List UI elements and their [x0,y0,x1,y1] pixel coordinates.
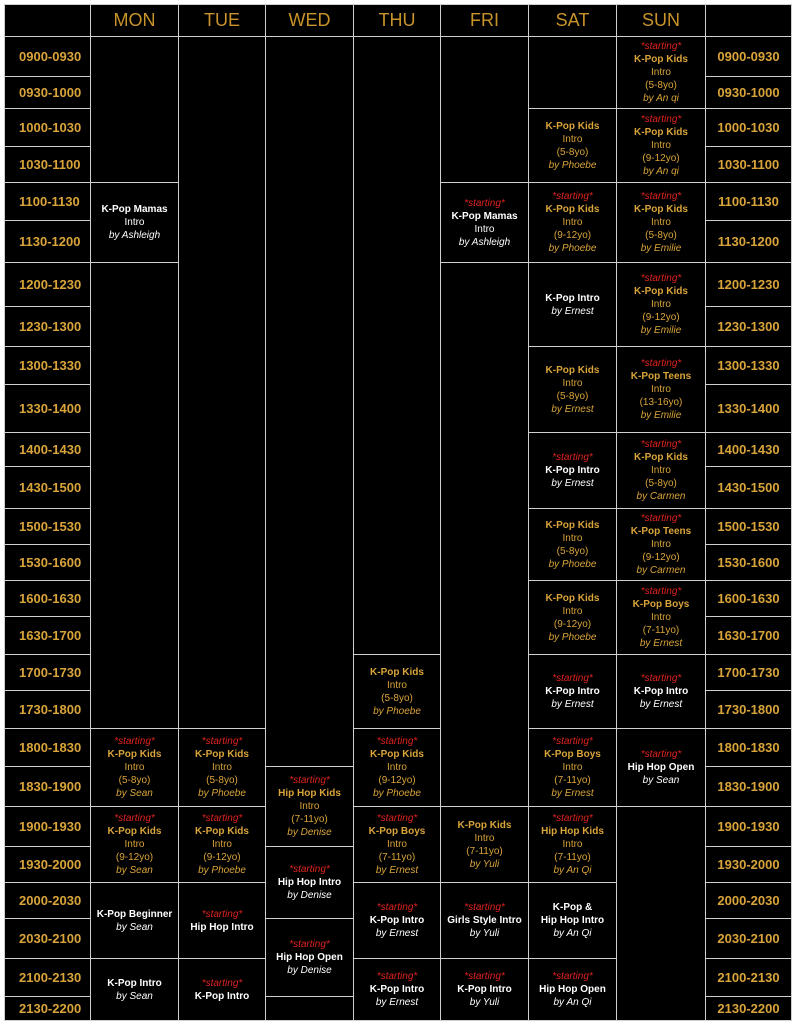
class-level: Intro [124,839,145,850]
class-age: (7-11yo) [466,845,503,857]
class-block[interactable] [440,806,529,883]
class-instructor: by Phoebe [548,243,597,254]
class-title: Hip Hop Kids [278,788,341,799]
time-label-right: 1100-1130 [705,182,792,221]
starting-label: *starting* [201,977,243,989]
time-label-right: 2000-2030 [705,882,792,919]
class-block[interactable] [90,958,179,1021]
class-instructor: by An Qi [553,928,592,939]
class-instructor: by Yuli [469,928,500,939]
class-level: Intro [650,217,671,228]
class-level: Intro [562,377,583,389]
class-age: (5-8yo) [645,478,677,489]
class-block[interactable] [616,432,706,509]
day-header-sat: SAT [528,4,617,37]
class-block[interactable] [178,806,266,883]
starting-label: *starting* [376,971,418,982]
day-header-fri: FRI [440,4,529,37]
class-title: K-Pop Kids [545,120,600,132]
class-instructor: by Ernest [639,638,683,649]
time-label-right: 1230-1300 [705,306,792,347]
class-title: K-Pop Intro [194,990,250,1002]
class-title: K-Pop Teens [630,526,692,537]
class-title: K-Pop Kids [545,364,600,376]
class-title: Hip Hop Open [627,762,695,773]
class-age: (7-11yo) [378,852,416,863]
time-label-left: 1200-1230 [4,262,91,307]
time-label-left: 1900-1930 [4,806,91,847]
class-instructor: by Carmen [636,565,686,576]
time-label-left: 0900-0930 [4,36,91,77]
starting-label: *starting* [289,864,330,875]
starting-label: *starting* [552,191,593,202]
class-block[interactable] [90,728,179,807]
time-label-right: 1930-2000 [705,846,792,883]
class-title: K-Pop Intro [545,292,600,304]
empty-slot [616,806,706,1021]
time-label-left: 1430-1500 [4,466,91,509]
class-instructor: by Denise [287,890,332,901]
class-instructor: by Denise [287,965,332,976]
class-title: K-Pop Kids [634,204,688,215]
class-level: Intro [650,140,671,151]
class-title: K-Pop Intro [107,977,162,989]
time-label-right: 0930-1000 [705,76,792,109]
class-level: Intro [562,762,583,773]
class-block[interactable] [528,508,617,581]
time-label-right: 1800-1830 [705,728,792,767]
time-label-right: 1130-1200 [705,220,792,263]
starting-label: *starting* [376,902,418,913]
class-title: K-Pop Kids [107,826,162,837]
starting-label: *starting* [640,513,682,524]
class-instructor: by Emilie [640,243,682,254]
class-block[interactable] [528,882,617,959]
class-title: K-Pop Boys [544,749,601,760]
class-block[interactable] [353,958,441,1021]
class-level: Intro [650,465,671,476]
class-block[interactable] [440,882,529,959]
class-age: (13-16yo) [639,397,683,408]
class-block[interactable] [178,882,266,959]
class-block[interactable] [178,958,266,1021]
class-title: K-Pop Mamas [101,204,168,215]
class-block[interactable] [528,654,617,729]
empty-slot [265,996,354,1021]
class-age: (7-11yo) [291,814,328,825]
day-header-sun: SUN [616,4,706,37]
class-instructor: by Ernest [551,788,594,799]
time-label-left: 2130-2200 [4,996,91,1021]
class-block[interactable] [353,806,441,883]
class-block[interactable] [528,958,617,1021]
starting-label: *starting* [201,908,243,920]
class-instructor: by Emilie [640,325,682,336]
class-level: Intro [562,532,583,544]
empty-slot [178,36,266,729]
class-title: K-Pop Kids [545,204,600,215]
time-label-right: 1330-1400 [705,384,792,433]
class-level: Intro [386,839,407,850]
class-age: (7-11yo) [554,852,591,863]
class-instructor: by Sean [116,990,153,1002]
class-age: (7-11yo) [554,775,591,786]
starting-label: *starting* [376,813,418,824]
empty-slot [90,36,179,183]
class-age: (5-8yo) [556,545,589,557]
class-age: (5-8yo) [206,775,238,786]
class-instructor: by Ernest [375,997,419,1008]
class-title: K-Pop Boys [632,599,690,610]
time-label-right: 1500-1530 [705,508,792,545]
class-instructor: by Yuli [469,997,500,1008]
class-age: (9-12yo) [378,775,416,786]
time-label-right: 1600-1630 [705,580,792,617]
starting-label: *starting* [552,673,593,684]
class-instructor: by Ernest [639,699,683,710]
class-age: (9-12yo) [642,153,680,164]
day-header-mon: MON [90,4,179,37]
class-title: K-Pop Kids [107,749,162,760]
time-label-right: 1430-1500 [705,466,792,509]
class-instructor: by Phoebe [373,788,421,799]
class-instructor: by Ashleigh [108,230,161,241]
starting-label: *starting* [289,939,330,950]
time-label-left: 1700-1730 [4,654,91,691]
class-title-line2: Hip Hop Intro [540,915,605,926]
starting-label: *starting* [376,736,418,747]
class-title: Hip Hop Kids [541,826,604,837]
class-instructor: by Sean [116,865,153,876]
starting-label: *starting* [464,971,505,982]
time-label-right: 1300-1330 [705,346,792,385]
class-title: K-Pop Teens [630,371,692,382]
class-block[interactable] [353,882,441,959]
class-age: (5-8yo) [118,775,151,786]
time-label-right: 1400-1430 [705,432,792,467]
class-title: K-Pop Intro [369,915,425,926]
starting-label: *starting* [640,673,682,684]
class-instructor: by Ernest [551,699,594,710]
class-age: (9-12yo) [115,852,154,863]
class-level: Intro [650,384,671,395]
class-instructor: by Ernest [375,928,419,939]
class-level: Intro [650,299,671,310]
class-block[interactable] [528,262,617,347]
class-title: Girls Style Intro [447,915,522,926]
class-title: K-Pop Kids [634,54,688,65]
class-age: (9-12yo) [203,852,241,863]
class-instructor: by Sean [116,788,153,799]
starting-label: *starting* [640,439,682,450]
class-block[interactable] [616,262,706,347]
class-level: Intro [562,605,583,617]
time-label-left: 1630-1700 [4,616,91,655]
class-level: Intro [474,832,495,844]
class-instructor: by Ernest [551,403,594,415]
class-level: Intro [562,133,583,145]
class-block[interactable] [90,806,179,883]
class-age: (5-8yo) [645,230,677,241]
class-block[interactable] [616,108,706,183]
class-title: K-Pop Intro [545,686,600,697]
class-title: Hip Hop Intro [277,877,342,888]
class-instructor: by An qi [643,93,679,104]
time-label-left: 1330-1400 [4,384,91,433]
starting-label: *starting* [552,452,593,463]
time-label-left: 1100-1130 [4,182,91,221]
time-label-right: 2030-2100 [705,918,792,959]
class-instructor: by An Qi [553,997,592,1008]
class-block[interactable] [616,580,706,655]
class-title: K-Pop Kids [634,127,688,138]
class-block[interactable] [440,958,529,1021]
class-age: (9-12yo) [553,618,592,630]
class-level: Intro [211,839,232,850]
class-block[interactable] [265,846,354,919]
class-block[interactable] [528,806,617,883]
empty-slot [265,36,354,767]
starting-label: *starting* [289,775,330,786]
starting-label: *starting* [114,736,155,747]
class-title: K-Pop Kids [634,452,688,463]
starting-label: *starting* [640,41,682,52]
class-level: Intro [211,762,232,773]
class-age: (9-12yo) [642,312,680,323]
time-label-right: 1000-1030 [705,108,792,147]
time-label-right: 1530-1600 [705,544,792,581]
class-instructor: by Phoebe [548,631,597,643]
class-block[interactable] [178,728,266,807]
time-label-right: 1200-1230 [705,262,792,307]
class-age: (5-8yo) [645,80,677,91]
empty-slot [440,36,529,183]
class-block[interactable] [353,728,441,807]
class-block[interactable] [528,182,617,263]
class-title: K-Pop Kids [634,286,688,297]
day-header-tue: TUE [178,4,266,37]
time-label-left: 2000-2030 [4,882,91,919]
empty-slot [440,262,529,807]
class-title: K-Pop Intro [369,984,425,995]
time-label-left: 1300-1330 [4,346,91,385]
starting-label: *starting* [640,191,682,202]
class-block[interactable] [616,346,706,433]
class-age: (5-8yo) [556,146,589,158]
class-instructor: by Denise [287,827,332,838]
class-title: K-Pop Kids [370,749,424,760]
class-instructor: by Phoebe [198,865,246,876]
class-title: Hip Hop Intro [190,921,254,933]
class-instructor: by Ernest [375,865,419,876]
class-age: (9-12yo) [553,230,592,241]
class-block[interactable] [90,182,179,263]
class-level: Intro [650,612,671,623]
time-label-left: 2100-2130 [4,958,91,997]
starting-label: *starting* [640,749,682,760]
class-block[interactable] [265,918,354,997]
class-level: Intro [650,539,671,550]
class-title: K-Pop Kids [545,519,600,531]
class-level: Intro [299,801,320,812]
class-title: K-Pop Intro [633,686,689,697]
time-label-left: 1530-1600 [4,544,91,581]
class-block[interactable] [528,580,617,655]
class-title: Hip Hop Open [539,984,606,995]
empty-slot [90,262,179,729]
starting-label: *starting* [640,273,682,284]
class-title: K-Pop Boys [368,826,426,837]
class-title: K-Pop Kids [195,826,249,837]
class-level: Intro [650,67,671,78]
class-title: K-Pop Kids [195,749,249,760]
class-title: K-Pop Beginner [96,908,173,920]
day-header-wed: WED [265,4,354,37]
class-instructor: by An Qi [553,865,592,876]
class-level: Intro [386,762,407,773]
class-level: Intro [386,679,407,691]
time-label-left: 1130-1200 [4,220,91,263]
time-label-left: 0930-1000 [4,76,91,109]
time-label-left: 1030-1100 [4,146,91,183]
class-instructor: by Ernest [551,478,594,489]
starting-label: *starting* [552,736,593,747]
class-title: K-Pop Kids [370,666,424,678]
starting-label: *starting* [464,902,505,913]
time-label-right: 1730-1800 [705,690,792,729]
time-label-left: 2030-2100 [4,918,91,959]
class-age: (5-8yo) [381,692,413,704]
class-block[interactable] [528,432,617,509]
class-instructor: by Phoebe [548,159,597,171]
time-label-left: 1830-1900 [4,766,91,807]
starting-label: *starting* [640,114,682,125]
day-header-thu: THU [353,4,441,37]
class-instructor: by Ernest [551,305,594,317]
time-label-left: 1230-1300 [4,306,91,347]
time-label-left: 1500-1530 [4,508,91,545]
starting-label: *starting* [640,586,682,597]
class-block[interactable] [616,36,706,109]
class-block[interactable] [90,882,179,959]
time-label-right: 2100-2130 [705,958,792,997]
class-age: (9-12yo) [642,552,680,563]
starting-label: *starting* [552,813,593,824]
time-label-left: 1600-1630 [4,580,91,617]
class-title: Hip Hop Open [276,952,343,963]
class-block[interactable] [616,508,706,581]
class-block[interactable] [616,654,706,729]
class-block[interactable] [616,182,706,263]
starting-label: *starting* [201,813,243,824]
time-label-left: 1930-2000 [4,846,91,883]
class-age: (5-8yo) [556,390,589,402]
class-block[interactable] [528,108,617,183]
starting-label: *starting* [552,971,593,982]
class-title: K-Pop & [552,902,593,913]
starting-label: *starting* [201,736,243,747]
class-instructor: by Yuli [469,858,500,870]
time-label-right: 0900-0930 [705,36,792,77]
class-level: Intro [562,839,583,850]
class-block[interactable] [440,182,529,263]
class-instructor: by An qi [643,166,679,177]
starting-label: *starting* [640,358,682,369]
class-block[interactable] [528,728,617,807]
time-label-left: 1800-1830 [4,728,91,767]
empty-slot [353,36,441,655]
header-corner-right [705,4,792,37]
class-instructor: by Emilie [640,410,682,421]
class-level: Intro [124,217,145,228]
class-instructor: by Phoebe [548,558,597,570]
class-block[interactable] [616,728,706,807]
class-level: Intro [562,217,583,228]
class-instructor: by Phoebe [373,705,421,717]
time-label-right: 1830-1900 [705,766,792,807]
class-title: K-Pop Intro [457,984,512,995]
starting-label: *starting* [114,813,155,824]
class-title: K-Pop Kids [545,592,600,604]
class-instructor: by Sean [642,775,680,786]
class-block[interactable] [353,654,441,729]
class-block[interactable] [528,346,617,433]
header-corner-left [4,4,91,37]
class-title: K-Pop Kids [457,819,512,831]
class-instructor: by Phoebe [198,788,246,799]
class-title: K-Pop Intro [545,465,600,476]
class-title: K-Pop Mamas [451,210,518,222]
time-label-right: 1630-1700 [705,616,792,655]
class-instructor: by Ashleigh [458,236,511,248]
class-instructor: by Sean [116,921,153,933]
time-label-right: 1030-1100 [705,146,792,183]
class-instructor: by Carmen [636,491,686,502]
empty-slot [528,36,617,109]
starting-label: *starting* [464,197,505,209]
time-label-right: 1900-1930 [705,806,792,847]
time-label-left: 1400-1430 [4,432,91,467]
class-block[interactable] [265,766,354,847]
time-label-right: 1700-1730 [705,654,792,691]
time-label-left: 1000-1030 [4,108,91,147]
time-label-right: 2130-2200 [705,996,792,1021]
class-level: Intro [124,762,145,773]
class-age: (7-11yo) [642,625,680,636]
class-level: Intro [474,223,495,235]
time-label-left: 1730-1800 [4,690,91,729]
